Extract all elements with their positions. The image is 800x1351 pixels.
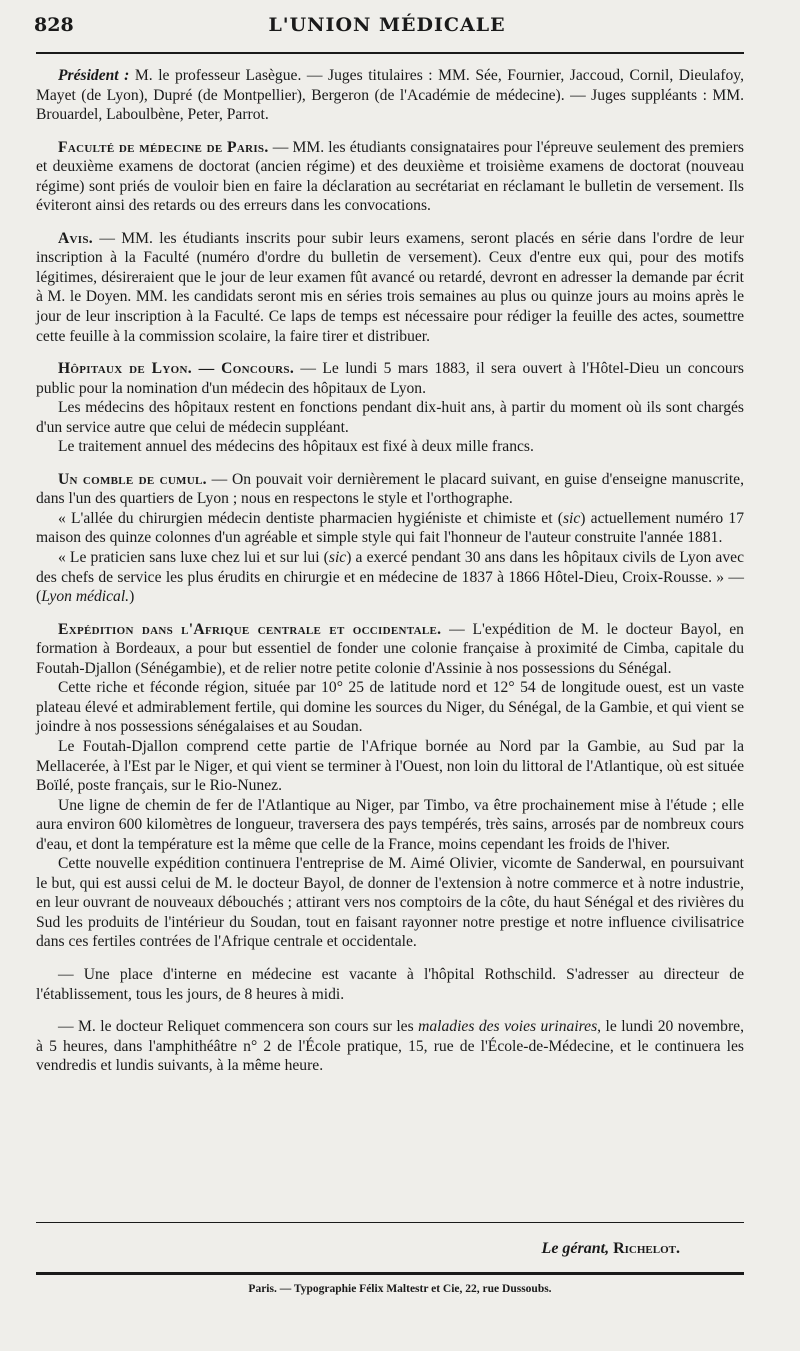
header-rule — [36, 52, 744, 54]
paragraph-lead: Hôpitaux de Lyon. — Concours. — [58, 360, 295, 378]
quote-source: Lyon médical. — [41, 588, 130, 606]
paragraph-text: , le lundi 20 novembre, à 5 heures, dans l'amphithéâtre n° 2 de l'École pratique, 15, rue de l'École-de-Médecine, et le continuera les vendredis et lundis suivants, à la même heure. — [36, 1018, 744, 1075]
paragraph-quote-praticien — [36, 548, 744, 607]
page-number: 828 — [34, 14, 74, 36]
sic-mark: sic — [328, 549, 347, 567]
paragraph-hopitaux-duree: Les médecins des hôpitaux restent en fonctions pendant dix-huit ans, à partir du moment où ils sont chargés d'un service autre que celui de médecin suppléant. — [36, 399, 744, 436]
paragraph-olivier: Cette nouvelle expédition continuera l'entreprise de M. Aimé Olivier, vicomte de Sanderwal, en poursuivant le but, qui est aussi celui de M. le docteur Bayol, de donner de l'extension à notre commerce et à notre industrie, en leur ouvrant de nouveaux débouchés ; attirant vers nos comptoirs de la côte, du haut Sénégal et des rivières du Sud les produits de l'intérieur du Soudan, tout en faisant rayonner notre prestige et notre influence civilisatrice dans ces fertiles contrées de l'Afrique centrale et occidentale. — [36, 855, 744, 951]
paragraph-quote-allee — [36, 509, 744, 548]
paragraph-lead: Avis. — [58, 229, 94, 247]
quote-text: ) a exercé pendant 30 ans dans les hôpitaux civils de Lyon avec des chefs de service les plus érudits en chirurgie et en médecine de 1837 à 1866 Hôtel-Dieu, Croix-Rousse. » — ( — [36, 549, 744, 606]
paragraph-text: — On pouvait voir dernièrement le placard suivant, en guise d'enseigne manuscrite, dans l'un des quartiers de Lyon ; nous en respectons le style et l'orthographe. — [36, 470, 744, 508]
paragraph-text: — Le lundi 5 mars 1883, il sera ouvert à l'Hôtel-Dieu un concours public pour la nomination d'un médecin des hôpitaux de Lyon. — [36, 360, 744, 397]
page-header — [34, 10, 740, 42]
paragraph-jury — [36, 66, 744, 125]
signature-name: Richelot. — [613, 1240, 680, 1257]
quote-text: ) — [129, 588, 135, 606]
signature-label: Le gérant, — [541, 1240, 610, 1257]
closing-rule — [36, 1222, 744, 1223]
paragraph-text: — MM. les étudiants inscrits pour subir leurs examens, seront placés en série dans l'ordre de leur inscription à la Faculté (numéro d'ordre du bulletin de versement). Ceux d'entre eux qui, pour des motifs légitimes, désireraient que le jour de leur examen fût avancé ou retardé, devront en adresser la demande par écrit à M. le Doyen. MM. les candidats seront mis en séries trois semaines au plus ou quinze jours au moins après le jour de leur inscription à la Faculté. Ce laps de temps est nécessaire pour rédiger la feuille des actes, soumettre cette feuille à la commission scolaire, la faire tirer et distribuer. — [36, 229, 744, 345]
paragraph-text: — MM. les étudiants consignataires pour l'épreuve seulement des premiers et deuxième examens de doctorat (ancien régime) et des deuxième et troisième examens de doctorat (nouveau régime) sont priés de vouloir bien en faire la déclaration au secrétariat en réclamant le bulletin de versement. Ils éviteront ainsi des retards ou des erreurs dans les convocations. — [36, 138, 744, 215]
paragraph-hopitaux-traitement: Le traitement annuel des médecins des hôpitaux est fixé à deux mille francs. — [58, 438, 534, 456]
paragraph-chemin-de-fer: Une ligne de chemin de fer de l'Atlantique au Niger, par Timbo, va être prochainement mise à l'étude ; elle aura environ 600 kilomètres de longueur, traversera des pays tempérés, très sains, arrosés par de nombreux cours d'eau, et dont la température est la même que celle de la France, moins cependant les froids de l'hiver. — [36, 796, 744, 853]
article-body — [36, 60, 744, 1076]
paragraph-region: Cette riche et féconde région, située par 10° 25 de latitude nord et 12° 54 de longitude ouest, est un vaste plateau élevé et admirablement fertile, qui domine les sources du Niger, du Sénégal, de la Gambie, et qui vient se joindre à nos possessions sénégalaises et au Soudan. — [36, 679, 744, 736]
footer-rule — [36, 1272, 744, 1275]
paragraph-lead: Président : — [58, 67, 130, 84]
quote-text: « L'allée du chirurgien médecin dentiste pharmacien hygiéniste et chimiste et ( — [58, 509, 563, 527]
paragraph-comble-cumul — [36, 470, 744, 509]
paragraph-cours-reliquet — [36, 1017, 744, 1076]
paragraph-hopitaux-lyon — [36, 359, 744, 398]
paragraph-text: — L'expédition de M. le docteur Bayol, en formation à Bordeaux, a pour but essentiel de fonder une colonie française à proximité de Cimba, capitale du Foutah-Djallon (Sénégambie), et de relier notre petite colonie d'Assinie à nos possessions du Sénégal. — [36, 620, 744, 677]
paragraph-lead: Un comble de cumul. — [58, 470, 207, 488]
course-title: maladies des voies urinaires — [418, 1018, 598, 1036]
quote-text: ) actuellement numéro 17 maison des quinze colonnes d'un agréable et simple style qui fait l'honneur de l'auteur construite l'année 1881. — [36, 509, 744, 547]
paragraph-text: M. le professeur Lasègue. — Juges titulaires : MM. Sée, Fournier, Jaccoud, Cornil, Dieulafoy, Mayet (de Lyon), Dupré (de Montpellier), Bergeron (de l'Académie de médecine). — Juges suppléants : MM. Brouardel, Laboulbène, Peter, Parrot. — [36, 67, 744, 124]
paragraph-text: — M. le docteur Reliquet commencera son cours sur les — [58, 1018, 419, 1036]
paragraph-avis — [36, 229, 744, 346]
sic-mark: sic — [562, 509, 581, 527]
paragraph-lead: Expédition dans l'Afrique centrale et occidentale. — [58, 620, 442, 638]
signature — [542, 1240, 680, 1258]
printer-imprint: Paris. — Typographie Félix Maltestr et Cie, 22, rue Dussoubs. — [248, 1283, 552, 1295]
paragraph-faculte — [36, 138, 744, 216]
paragraph-interne-rothschild: — Une place d'interne en médecine est vacante à l'hôpital Rothschild. S'adresser au directeur de l'établissement, tous les jours, de 8 heures à midi. — [36, 965, 744, 1003]
quote-text: « Le praticien sans luxe chez lui et sur lui ( — [58, 549, 329, 567]
running-title: L'UNION MÉDICALE — [268, 14, 506, 36]
paragraph-foutah-djallon: Le Foutah-Djallon comprend cette partie de l'Afrique bornée au Nord par la Gambie, au Sud par la Mellacerée, à l'Est par le Niger, et qui vient se terminer à l'Ouest, non loin du littoral de l'Atlantique, où est située Boïlé, poste français, sur le Rio-Nunez. — [36, 737, 744, 795]
paragraph-lead: Faculté de médecine de Paris. — [58, 138, 269, 156]
paragraph-expedition — [36, 620, 744, 679]
